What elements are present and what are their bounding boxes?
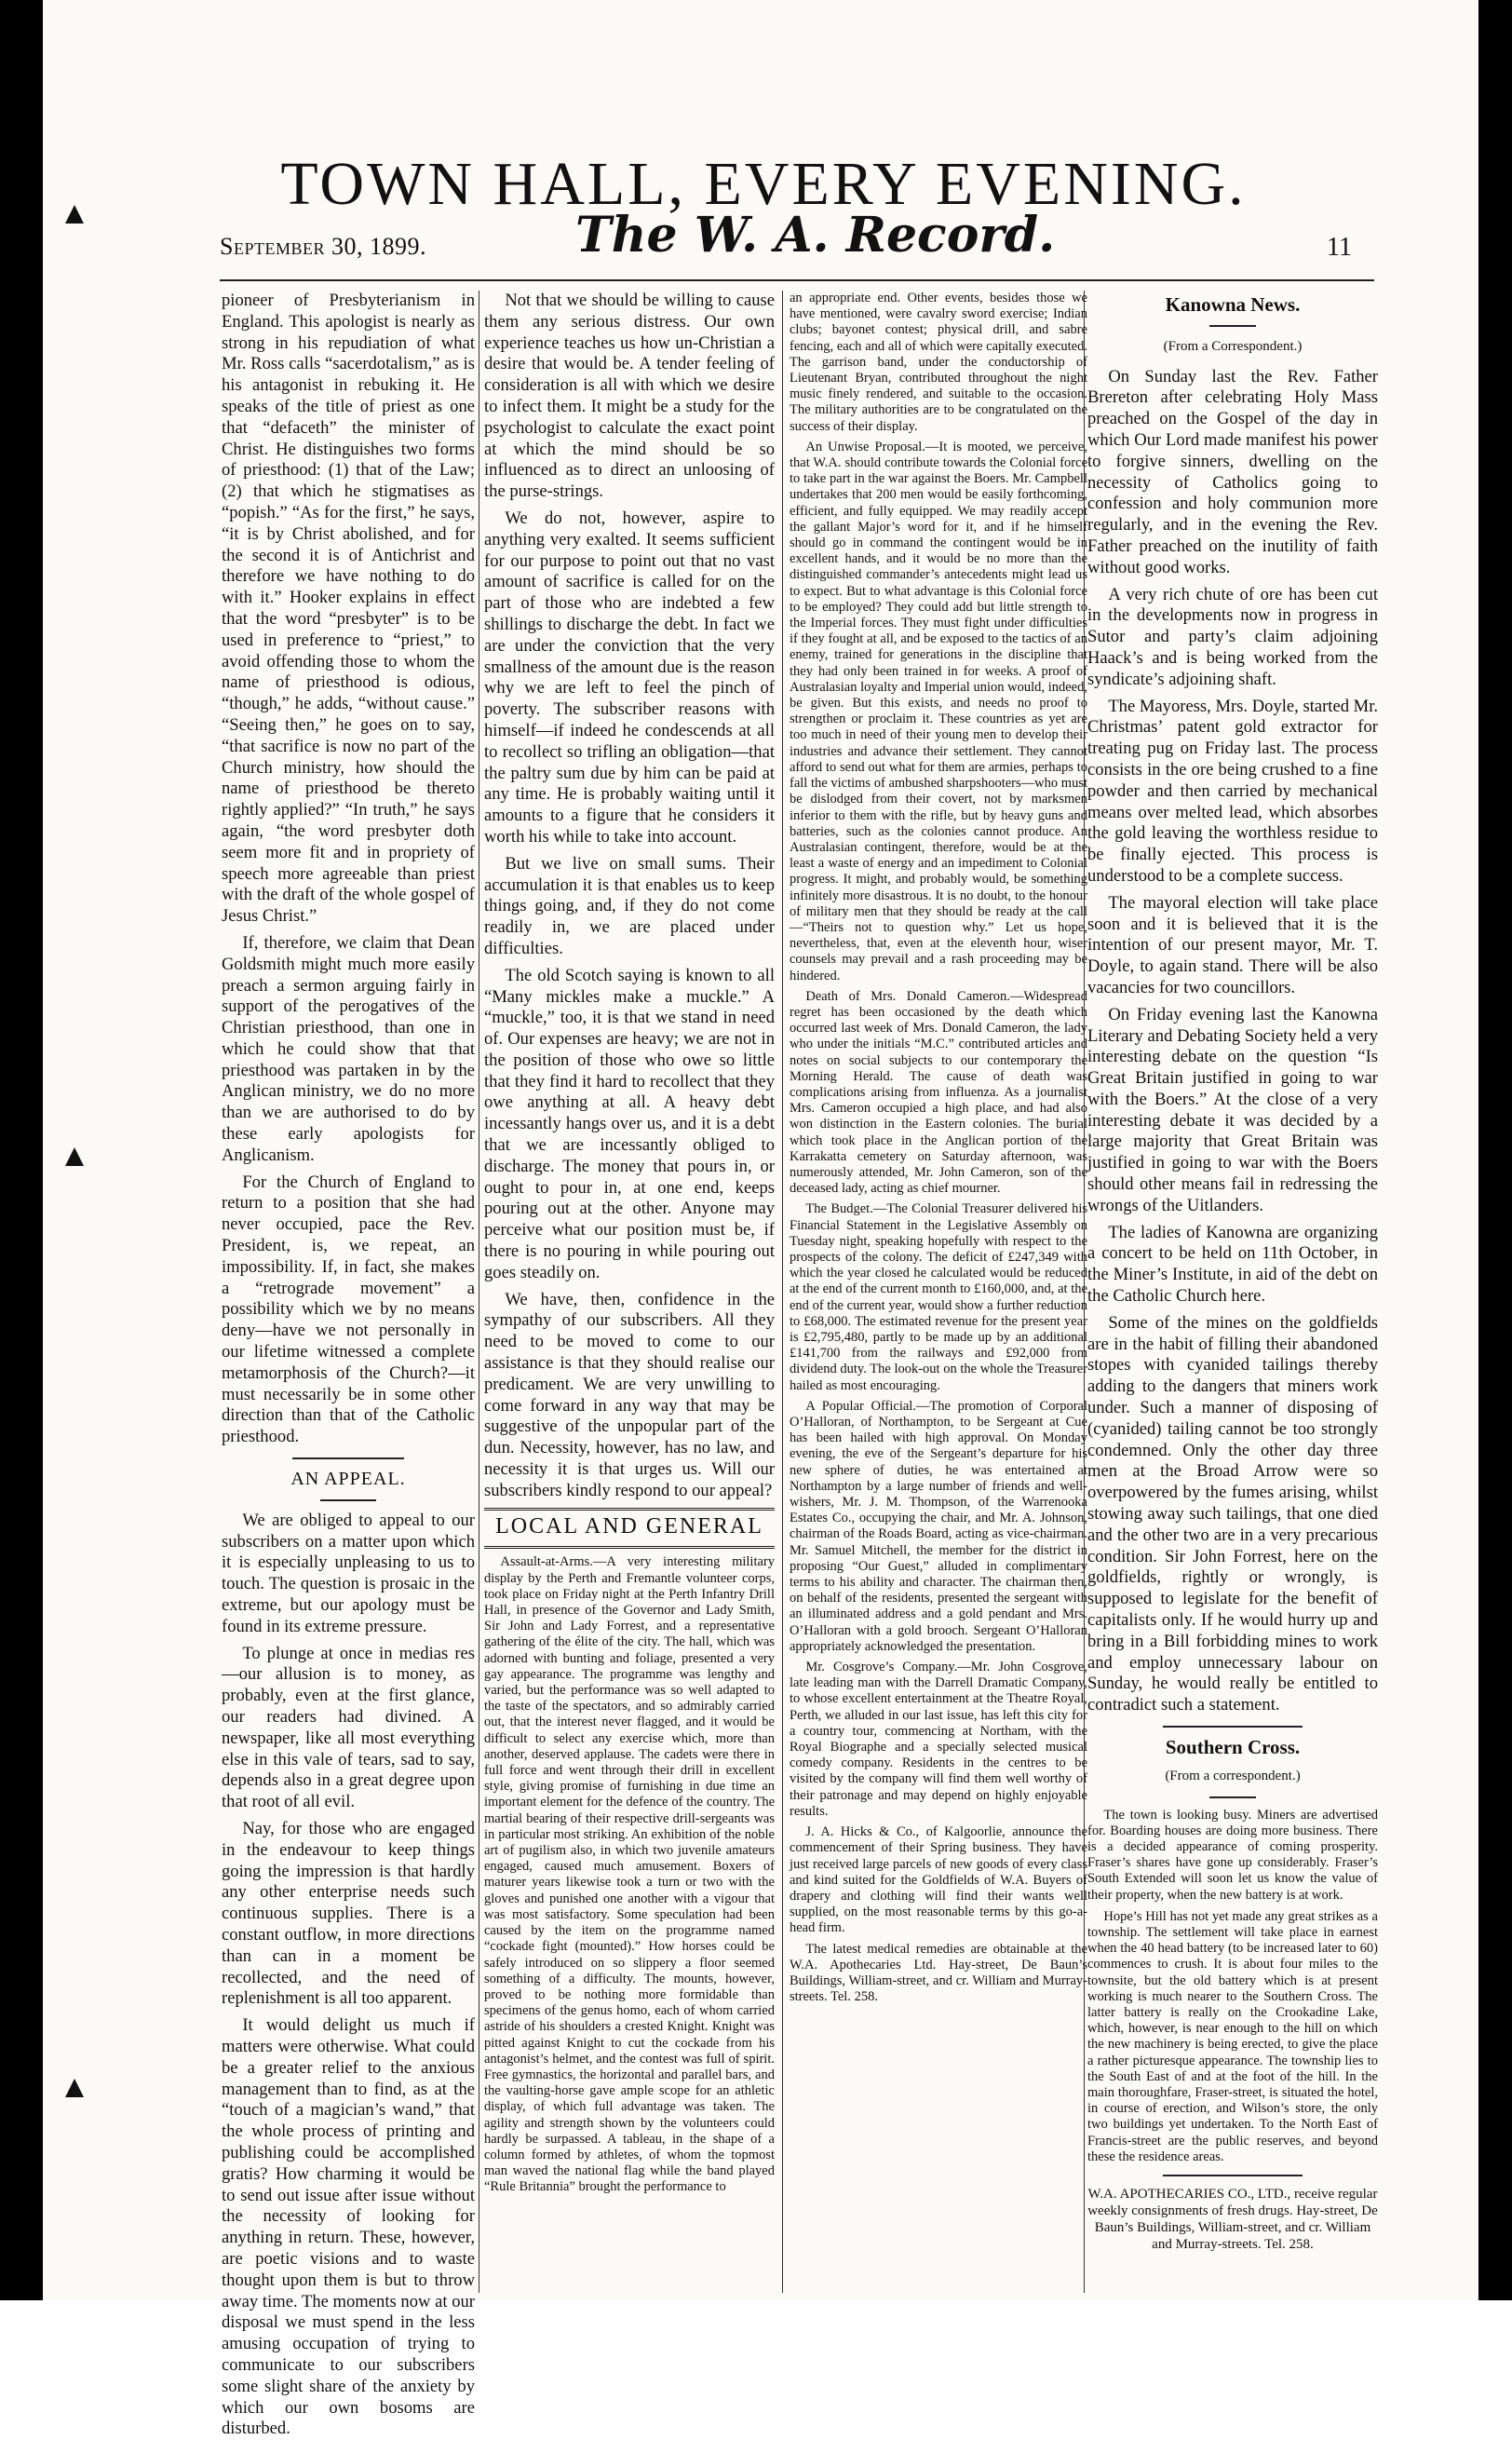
article-paragraph: We are obliged to appeal to our subscribers on a matter upon which it is especially unpleasing to us to touch. The question is prosaic in the extreme, but our apology must be found in its extreme pressure. <box>222 1510 475 1636</box>
article-paragraph: The mayoral election will take place soon and it is believed that it is the intention of our present mayor, Mr. T. Doyle, to again stand. There will be also vacancies for two councillors. <box>1087 892 1378 997</box>
news-paragraph: The town is looking busy. Miners are advertised for. Boarding houses are doing more business. There is a decided appearance of coming prosperity. Fraser’s shares have gone up considerably. Fraser’s South Extended will soon let us know the value of their property, when the new battery is at work. <box>1087 1807 1378 1903</box>
section-rule <box>1163 2175 1303 2176</box>
article-paragraph: On Friday evening last the Kanowna Literary and Debating Society held a very interesting debate on the question “Is Great Britain justified in going to war with the Boers.” At the close of a very interesting debate it was decided by a large majority that Great Britain was justified in going to war with the Boers should other means fail in redressing the wrongs of the Uitlanders. <box>1087 1004 1378 1215</box>
news-paragraph: Assault-at-Arms.—A very interesting military display by the Perth and Fremantle volunteer corps, took place on Friday night at the Perth Infantry Drill Hall, in presence of the Governor and Lady Smith, Sir John and Lady Forrest, and a representative gathering of the élite of the city. The hall, which was adorned with bunting and foliage, presented a very gay appearance. The programme was lengthy and varied, but the performance was so well adapted to the taste of the spectators, and so admirably carried out, that the interest never flagged, and it would be difficult to select any exercise which, more than another, deserved applause. The cadets were there in full force and went through their drill in excellent style, giving promise of furnishing in due time an important element for the defence of the country. The martial bearing of their respective drill-sergeants was in particular most striking. An exhibition of the noble art of pugilism also, in which two juvenile amateurs engaged, caused much amusement. Boxers of maturer years likewise took a turn or two with the gloves and punished one another with a vigour that was most satisfactory. Some speculation had been caused by the item on the programme named “cockade fight (mounted).” How horses could be safely introduced on so slippery a floor seemed something of a difficulty. The mounts, however, proved to be nothing more formidable than specimens of the genus homo, each of whom carried astride of his shoulders a crested Knight. Knight was pitted against Knight to cut the cockade from his antagonist’s helmet, and the contest was full of spirit. Free gymnastics, the horizontal and parallel bars, and the vaulting-horse gave ample scope for an athletic display, of which full advantage was taken. The agility and strength shown by the volunteers could hardly be surpassed. A tableau, in the shape of a column formed by athletes, of whom the topmost man waved the national flag while the band played “Rule Britannia” brought the performance to <box>484 1554 775 2195</box>
page-number: 11 <box>1327 233 1352 262</box>
article-paragraph: To plunge at once in medias res—our allusion is to money, as probably, even at the first glance, our readers had divined. A newspaper, like all most everything else in this vale of tears, sad to say, depends also in a great degree upon that root of all evil. <box>222 1643 475 1812</box>
section-rule <box>1163 1726 1303 1728</box>
article-paragraph: If, therefore, we claim that Dean Goldsmith might much more easily preach a sermon arguing fairly in support of the perogatives of the Christian priesthood, than one in which he could show that that priesthood was partaken in by the Anglican ministry, we do no more than we are authorised to do by these early apologists for Anglicanism. <box>222 932 475 1165</box>
kanowna-heading: Kanowna News. <box>1165 293 1301 316</box>
section-rule <box>1209 1796 1256 1798</box>
article-paragraph: Nay, for those who are engaged in the endeavour to keep things going the impression is that hardly any other enterprise needs such continuous supplies. There is a constant outflow, in more directions than can in a moment be recollected, and the need of replenishment is all too apparent. <box>222 1818 475 2009</box>
article-paragraph: On Sunday last the Rev. Father Brereton after celebrating Holy Mass preached on the Gospel of the day in which Our Lord made manifest his power to forgive sinners, dwelling on the necessity of Catholics going to confession and holy communion more regularly, and in the evening the Rev. Father preached on the inutility of faith without good works. <box>1087 366 1378 577</box>
southern-cross-heading: Southern Cross. <box>1165 1736 1301 1758</box>
article-paragraph: We have, then, confidence in the sympathy of our subscribers. All they need to be moved to come to our assistance is that they should realise our predicament. We are very unwilling to come forward in any way that may be suggestive of the unpopular part of the dun. Necessity, however, has no law, and necessity it is that urges us. Will our subscribers kindly respond to our appeal? <box>484 1289 775 1500</box>
article-paragraph: Some of the mines on the goldfields are in the habit of filling their abandoned stopes with cyanided tailings thereby adding to the dangers that miners work under. Such a manner of disposing of (cyanided) tailing cannot be too strongly condemned. Only the other day three men at the Broad Arrow were so overpowered by the fumes arising, whilst stowing away such tailings, that one died and the other two are in a very precarious condition. Sir John Forrest, here on the goldfields, rightly or wrongly, is supposed to legislate for the benefit of capitalists only. If he would hurry up and bring in a Bill forbidding mines to work and employ unnecessary labour on Sunday, he would really be entitled to contradict such a statement. <box>1087 1312 1378 1715</box>
appeal-heading: AN APPEAL. <box>290 1469 406 1490</box>
column-2 <box>484 291 775 2293</box>
scan-border-left <box>0 0 43 2300</box>
southern-cross-byline: (From a correspondent.) <box>1165 1768 1301 1783</box>
article-paragraph: It would delight us much if matters were otherwise. What could be a greater relief to the anxious management than to find, as at the “touch of a magician’s wand,” that the whole process of printing and publishing could be accomplished gratis? How charming it would be to send out issue after issue without the necessity of looking for anything in return. These, however, are poetic visions and to waste thought upon them is but to throw away time. The moments now at our disposal we must spend in the less amusing occupation of trying to communicate to our subscribers some slight share of the anxiety by which our own bosoms are disturbed. <box>222 2015 475 2439</box>
news-paragraph: Hope’s Hill has not yet made any great strikes as a township. The settlement will take place in earnest when the 40 head battery (to be increased later to 60) commences to crush. It is about four miles to the townsite, but the old battery which is at present working is much nearer to the Southern Cross. The latter battery is really on the Crookadine Lake, which, however, is near enough to the hill on which the new machinery is being erected, to give the place a rather picturesque appearance. The township lies to the South East of and at the foot of the hill. In the main thoroughfare, Fraser-street, is situated the hotel, in course of erection, and Wilson’s store, the only two buildings yet undertaken. To the North East of Francis-street are the public reserves, and beyond these the residence areas. <box>1087 1908 1378 2164</box>
section-rule <box>1209 325 1256 327</box>
news-paragraph: J. A. Hicks & Co., of Kalgoorlie, announce the commencement of their Spring business. They have just received large parcels of new goods of every class and kind suited for the Goldfields of W.A. Buyers of drapery and clothing will find their wants well supplied, on the most reasonable terms by this go-a-head firm. <box>790 1824 1087 1936</box>
article-paragraph: The old Scotch saying is known to all “Many mickles make a muckle.” A “muckle,” too, it is that we stand in need of. Our expenses are heavy; we are not in the position of those who owe so little that they find it hard to recollect that they owe anything at all. A heavy debt incessantly hangs over us, and it is a debt that we are incessantly obliged to discharge. The money that pours in, or ought to pour in, at one end, keeps pouring out at the other. Anyone may perceive what our position must be, if there is no pouring in while pouring out goes steadily on. <box>484 965 775 1282</box>
apothecaries-advert: W.A. APOTHECARIES CO., LTD., receive regular weekly consignments of fresh drugs. Hay-street, De Baun’s Buildings, William-street, and cr. William and Murray-streets. Tel. 258. <box>1087 2187 1378 2253</box>
article-paragraph: A very rich chute of ore has been cut in the developments now in progress in Sutor and party’s claim adjoining Haack’s and is being worked from the syndicate’s adjoining shaft. <box>1087 584 1378 689</box>
news-paragraph: The Budget.—The Colonial Treasurer delivered his Financial Statement in the Legislative Assembly on Tuesday night, speaking hopefully with respect to the prospects of the colony. The deficit of £247,349 with which the year closed he calculated would be reduced at the end of the current month to £160,000, and, at the end of the current year, would show a further reduction to £68,000. The estimated revenue for the present year is £2,795,480, partly to be made up by an additional £141,700 from the railways and £92,000 from dividend duty. The look-out on the whole the Treasurer hailed as most encouraging. <box>790 1201 1087 1393</box>
news-paragraph: Mr. Cosgrove’s Company.—Mr. John Cosgrove, late leading man with the Darrell Dramatic Company, to whose excellent entertainment at the Theatre Royal, Perth, we alluded in our last issue, has left this city for a country tour, commencing at Northam, with the Royal Biographe and a specially selected musical comedy company. Residents in the centres to be visited by the company will find them well worthy of their patronage and may depend on highly enjoyable results. <box>790 1660 1087 1819</box>
paper-title: The W. A. Record. <box>575 207 1056 264</box>
article-paragraph: For the Church of England to return to a position that she had never occupied, pace the Rev. President, is, we repeat, an impossibility. If, in fact, she makes a “retrograde movement” a possibility which we by no means deny—have we not personally in our lifetime witnessed a complete metamorphosis of the Church?—it must necessarily be in some other direction than that of the Catholic priesthood. <box>222 1172 475 1447</box>
section-rule <box>484 1508 775 1511</box>
margin-mark-icon <box>65 1147 84 1166</box>
local-general-heading: LOCAL AND GENERAL <box>495 1513 763 1539</box>
column-divider <box>782 291 783 2293</box>
section-rule <box>292 1457 404 1459</box>
section-rule <box>484 1546 775 1549</box>
news-paragraph: an appropriate end. Other events, besides those we have mentioned, were cavalry sword exercise; Indian clubs; bayonet contest; physical drill, and sabre fencing, each and all of which were capitally executed. The garrison band, under the conductorship of Lieutenant Bryan, contributed throughout the night music finely rendered, and suitable to the occasion. The military authorities are to be congratulated on the success of their display. <box>790 291 1087 434</box>
column-4 <box>1087 291 1378 2293</box>
news-paragraph: A Popular Official.—The promotion of Corporal O’Halloran, of Northampton, to be Sergeant at Cue has been hailed with high approval. On Monday evening, the eve of the Sergeant’s departure for his new sphere of duties, he was entertained at Northampton by a large number of friends and well-wishers, Mr. J. M. Thompson, of the Warrenooka Estates Co., occupying the chair, and Mr. A. Johnson, chairman of the Roads Board, acting as vice-chairman. Mr. Samuel Mitchell, the member for the district in proposing “Our Guest,” alluded in complimentary terms to his ability and character. The chairman then, on behalf of the residents, presented the sergeant with an illuminated address and a gold pendant and Mrs. O’Halloran with a gold brooch. Sergeant O’Halloran appropriately acknowledged the presentation. <box>790 1398 1087 1654</box>
article-paragraph: Not that we should be willing to cause them any serious distress. Our own experience teaches us how un-Christian a desire that would be. A tender feeling of consideration is all with which we desire to infect them. It might be a study for the psychologist to calculate the exact point at which the mind should be so influenced as to direct an unloosing of the purse-strings. <box>484 291 775 502</box>
masthead-banner: TOWN HALL, EVERY EVENING. <box>280 150 1247 218</box>
article-paragraph: pioneer of Presbyterianism in England. This apologist is nearly as strong in his repudiation of what Mr. Ross calls “sacerdotalism,” as is his antagonist in rebuking it. He speaks of the title of priest as one that “defaceth” the minister of Christ. He distinguishes two forms of priesthood: (1) that of the Law; (2) that which he stigmatises as “popish.” “As for the first,” he says, “it is by Christ abolished, and for the second it is of Antichrist and therefore we have nothing to do with it.” Hooker explains in effect that the word “presbyter” is to be used in preference to “priest,” to avoid offending those to whom the name of priesthood is odious, “though,” he adds, “without cause.” “Seeing then,” he goes on to say, “that sacrifice is now no part of the Church ministry, how should the name of priesthood be thereto rightly applied?” “In truth,” he says again, “the word presbyter doth seem more fit and in propriety of speech more agreeable than priest with the draft of the whole gospel of Jesus Christ.” <box>222 291 475 927</box>
article-paragraph: But we live on small sums. Their accumulation it is that enables us to keep things going, and, if they do not come readily in, we are placed under difficulties. <box>484 853 775 958</box>
article-paragraph: The Mayoress, Mrs. Doyle, started Mr. Christmas’ patent gold extractor for treating pug on Friday last. The process consists in the ore being crushed to a fine powder and then carried by mechanical means over melted lead, which absorbes the gold leaving the worthless residue to be finally ejected. This process is understood to be a complete success. <box>1087 696 1379 886</box>
article-paragraph: The ladies of Kanowna are organizing a concert to be held on 11th October, in the Miner’s Institute, in aid of the debt on the Catholic Church here. <box>1087 1222 1378 1307</box>
column-3 <box>790 291 1087 2293</box>
margin-mark-icon <box>65 205 84 224</box>
article-paragraph: We do not, however, aspire to anything very exalted. It seems sufficient for our purpose to point out that no vast amount of sacrifice is called for on the part of those who are indebted a few shillings to discharge the debt. In fact we are under the conviction that the very smallness of the amount due is the reason why we are left to feel the pinch of poverty. The subscriber reasons with himself—if indeed he condescends at all to recollect so trifling an obligation—that the paltry sum due by him can be paid at any time. He is probably waiting until it amounts to a figure that he considers it worth his while to take into account. <box>484 508 775 847</box>
column-1 <box>222 291 475 2439</box>
kanowna-byline: (From a Correspondent.) <box>1163 338 1303 354</box>
section-rule <box>320 1499 376 1501</box>
issue-date: September 30, 1899. <box>220 233 426 260</box>
news-paragraph: Death of Mrs. Donald Cameron.—Widespread regret has been occasioned by the death which occurred last week of Mrs. Donald Cameron, the lady who under the initials “M.C.” contributed articles and notes on social subjects to our contemporary the Morning Herald. The cause of death was complications arising from influenza. As a journalist Mrs. Cameron occupied a high place, and had also won distinction in the Eastern colonies. The burial which took place in the Anglican portion of the Karrakatta cemetery on Saturday afternoon, was numerously attended, Mr. John Cameron, son of the deceased lady, acting as chief mourner. <box>790 988 1087 1197</box>
news-paragraph: An Unwise Proposal.—It is mooted, we perceive, that W.A. should contribute towards the Colonial force to take part in the war against the Boers. Mr. Campbell undertakes that 200 men would be easily forthcoming, efficient, and fully equipped. We may readily accept the gallant Major’s word for it, and if he himself should go in command the contingent would be in excellent hands, and it would be no more than the distinguished commander’s antecedents might lead us to expect. But to what advantage is this Colonial force to be employed? They could add but little strength to the Imperial forces. They must fight under difficulties if they fought at all, and be exposed to the tactics of an enemy, trained for generations in the discipline that they had only been trained in for weeks. A proof of Australasian loyalty and Imperial union would, indeed, be given. But this exists, and needs no proof to strengthen or proclaim it. These countries as yet are too much in need of their young men to develop their industries and advance their settlement. They cannot afford to send out what for them are armies, perhaps to fall the victims of ambushed sharpshooters—who must be dislodged from their covert, not by marksmen inferior to them with the rifle, but by heavy guns and batteries, such as the colonies cannot produce. An Australasian contingent, therefore, would be at the least a waste of energy and an impediment to Colonial progress. It might, and probably would, be something infinitely more disastrous. It is no doubt, to the honour of military men that they should be ready at the call—“Theirs not to question why.” Let us hope, nevertheless, that, even at the eleventh hour, wiser counsels may prevail and a rash proceeding may be hindered. <box>790 439 1087 983</box>
header-rule <box>220 279 1374 281</box>
margin-mark-icon <box>65 2079 84 2097</box>
scan-border-right <box>1478 0 1512 2300</box>
news-paragraph: The latest medical remedies are obtainable at the W.A. Apothecaries Ltd. Hay-street, De Baun’s Buildings, William-street, and cr. William and Murray-streets. Tel. 258. <box>790 1941 1087 2005</box>
